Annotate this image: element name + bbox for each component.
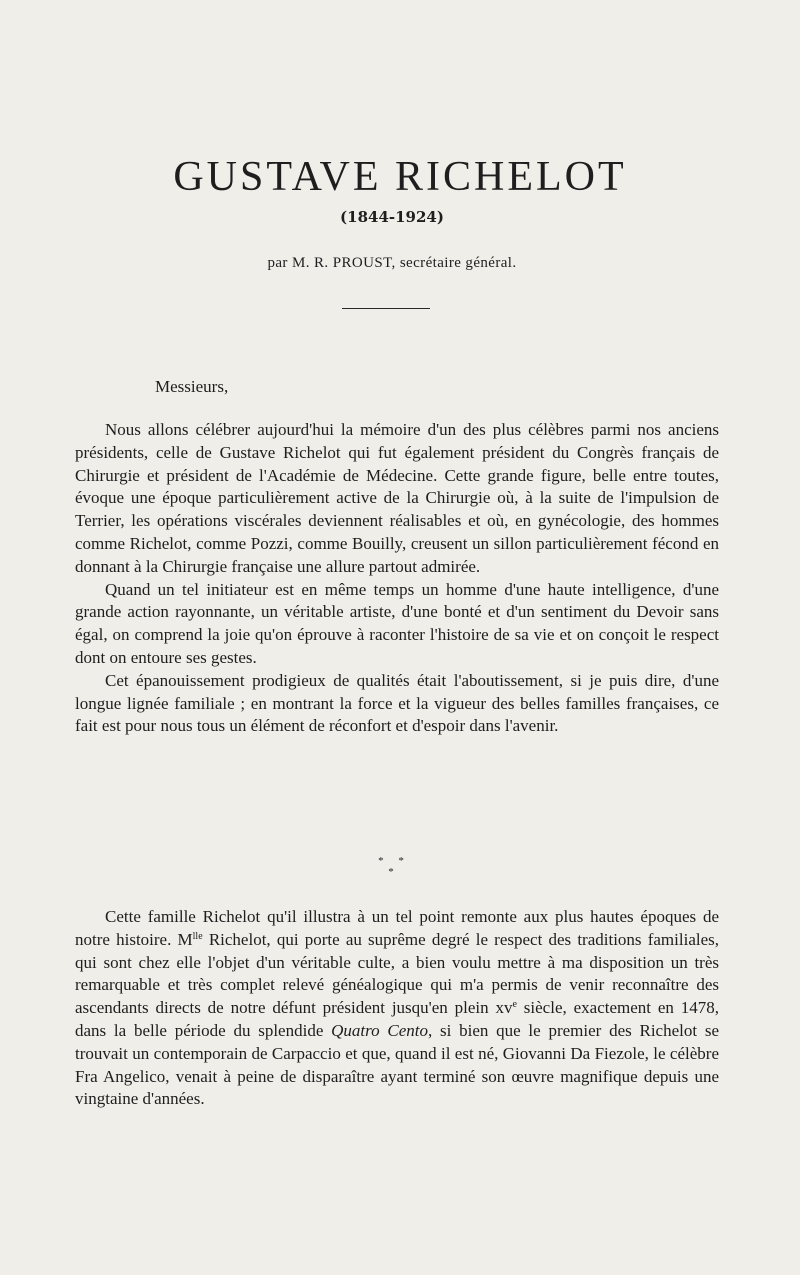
title-divider — [342, 308, 430, 309]
body-section-1 — [75, 419, 719, 738]
separator-stars-top: * * — [378, 855, 410, 867]
salutation: Messieurs, — [155, 377, 229, 396]
paragraph-4-part-1: Cette famille Richelot qu'il illustra à un tel point remonte aux plus hautes époques de notre histoire. M — [75, 907, 719, 949]
author-byline: par M. R. PROUST, secrétaire général. — [267, 255, 517, 271]
paragraph-1: Nous allons célébrer aujourd'hui la mémoire d'un des plus célèbres parmi nos anciens présidents, celle de Gustave Richelot qui fut également président du Congrès français de Chirurgie et président de l'Académie de Médecine. Cette grande figure, belle entre toutes, évoque une époque particulièrement active de la Chirurgie où, à la suite de l'impulsion de Terrier, les opérations viscérales deviennent réalisables et où, en gynécologie, des hommes comme Richelot, comme Pozzi, comme Bouilly, creusent un sillon particulièrement fécond en donnant à la Chirurgie française une allure partout admirée. — [75, 420, 719, 576]
paragraph-3: Cet épanouissement prodigieux de qualités était l'aboutissement, si je puis dire, d'une longue lignée familiale ; en montrant la force et la vigueur des belles familles françaises, ce fait est pour nous tous un élément de réconfort et d'espoir dans l'avenir. — [75, 670, 719, 736]
paragraph-4-part-4: , si bien que le premier des Richelot se trouvait un contemporain de Carpaccio et que, quand il est né, Giovanni Da Fiezole, le célèbre Fra Angelico, venait à peine de disparaître ayant terminé son œuvre magnifique depuis une vingtaine d'années. — [75, 1020, 720, 1109]
paragraph-2: Quand un tel initiateur est en même temps un homme d'une haute intelligence, d'une grande action rayonnante, un véritable artiste, d'une bonté et d'un sentiment du Devoir sans égal, on comprend la joie qu'on éprouve à raconter l'histoire de sa vie et on conçoit le respect dont on entoure ses gestes. — [75, 579, 719, 667]
quatro-cento-italic: Quatro Cento — [331, 1020, 428, 1040]
century-superscript: e — [512, 999, 517, 1011]
paragraph-4-part-3: siècle, exactement en 1478, dans la belle période du splendide — [75, 998, 720, 1040]
life-dates: (1844-1924) — [340, 208, 444, 226]
paragraph-4 — [75, 906, 719, 1111]
section-separator — [376, 856, 412, 878]
separator-stars-bottom: * — [388, 866, 400, 878]
article-title: GUSTAVE RICHELOT — [173, 154, 627, 200]
paragraph-4-part-2: Richelot, qui porte au suprême degré le respect des traditions familiales, qui sont chez elle l'objet d'un véritable culte, a bien voulu mettre à ma disposition un très remarquable et très complet relevé généalogique qui m'a permis de venir reconnaître des ascendants directs de notre défunt président jusqu'en plein — [75, 929, 719, 1018]
mademoiselle-superscript: lle — [192, 930, 203, 942]
body-section-2 — [75, 906, 719, 1111]
century-numeral: xv — [495, 998, 513, 1018]
